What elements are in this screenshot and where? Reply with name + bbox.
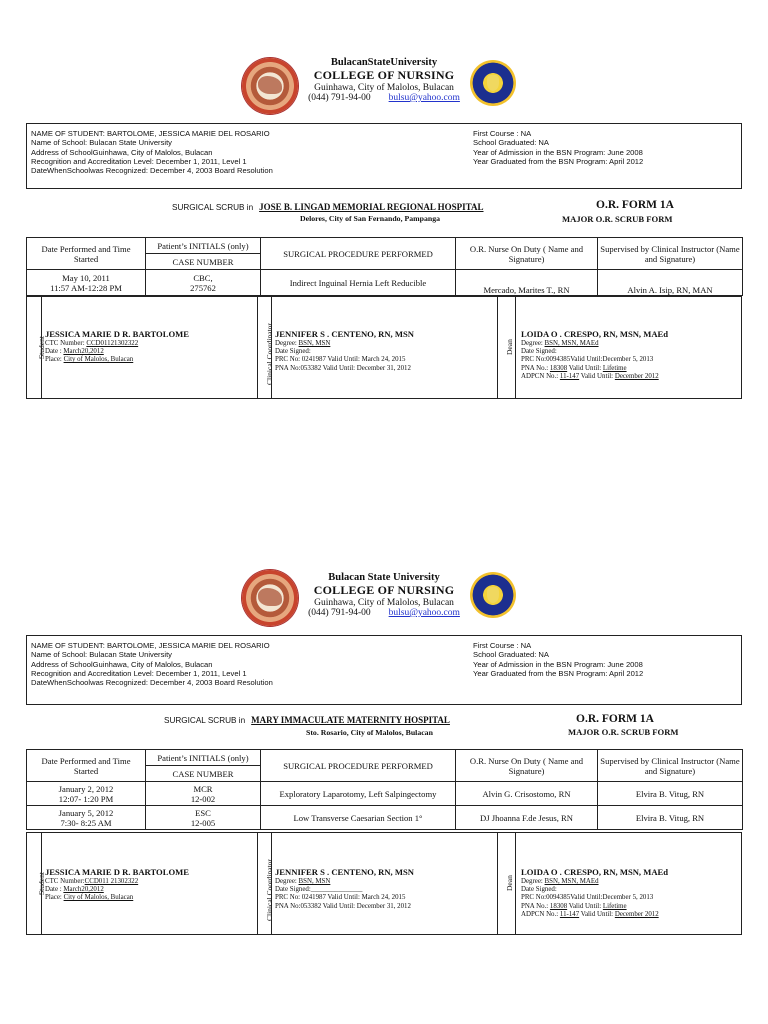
- dean-details: [521, 340, 659, 381]
- coordinator-prc: PRC No: 0241987 Valid Until: March 24, 2015: [275, 894, 406, 902]
- info-line: Recognition and Accreditation Level: December 1, 2011, Level 1: [31, 156, 247, 166]
- row-procedure: Low Transverse Caesarian Section 1°: [261, 806, 456, 830]
- date-signed: Date Signed:: [275, 348, 311, 356]
- ctc-label: CTC Number:: [45, 340, 85, 347]
- student-details: [45, 878, 138, 903]
- pna-label: PNA No.:: [521, 364, 549, 372]
- student-date: March20,2012: [63, 348, 104, 356]
- student-place: City of Malolos, Bulacan: [63, 894, 134, 902]
- adpcn-valid: December 2012: [614, 372, 659, 380]
- row-time: 11:57 AM-12:28 PM: [50, 282, 122, 293]
- row-date: January 5, 2012: [58, 807, 114, 818]
- pna-valid-label: Valid Until:: [568, 364, 602, 372]
- row-date: May 10, 2011: [62, 272, 110, 283]
- row-procedure: Exploratory Laparotomy, Left Salpingectomy: [261, 782, 456, 806]
- student-place: City of Malolos, Bulacan: [63, 356, 134, 364]
- coordinator-label: Clinical Coordinator: [265, 323, 274, 385]
- scrub-label: SURGICAL SCRUB in: [164, 716, 246, 725]
- row-nurse: Mercado, Marites T., RN: [456, 270, 598, 296]
- coordinator-details: [275, 878, 411, 911]
- row-supervisor: Alvin A. Isip, RN, MAN: [598, 270, 743, 296]
- row-time: 12:07- 1:20 PM: [58, 793, 114, 804]
- pna-valid-label: Valid Until:: [568, 902, 602, 910]
- address: Guinhawa, City of Malolos, Bulacan: [314, 83, 454, 93]
- coordinator-label: Clinical Coordinator: [265, 859, 274, 921]
- college-name: COLLEGE OF NURSING: [313, 68, 455, 82]
- date-signed: Date Signed:_______________: [275, 886, 363, 894]
- scrub-form-1: [0, 0, 768, 500]
- adpcn-number: 11-147: [559, 372, 580, 380]
- date-label: Date :: [45, 886, 62, 894]
- degree-label: Degree:: [521, 340, 543, 347]
- info-line: Year Graduated from the BSN Program: April 2012: [473, 156, 644, 166]
- adpcn-label: ADPCN No.:: [521, 372, 559, 380]
- adpcn-number: 11-147: [559, 910, 580, 918]
- dean-label: Dean: [505, 875, 514, 891]
- row-case: 12-002: [190, 793, 216, 804]
- coordinator-degree: BSN, MSN: [298, 340, 331, 347]
- row-case: 275762: [190, 282, 216, 293]
- table-row: [27, 270, 743, 296]
- row-initials: ESC: [195, 807, 211, 818]
- date-signed: Date Signed:: [521, 348, 557, 356]
- student-name: JESSICA MARIE D R. BARTOLOME: [45, 867, 189, 877]
- date-label: Date :: [45, 348, 62, 356]
- info-line: Name of School: Bulacan State University: [31, 650, 172, 660]
- adpcn-valid-label: Valid Until:: [580, 910, 614, 918]
- row-initials: MCR: [193, 783, 213, 794]
- degree-label: Degree:: [275, 340, 297, 347]
- dean-label: Dean: [505, 339, 514, 355]
- adpcn-label: ADPCN No.:: [521, 910, 559, 918]
- header-supervised: Supervised by Clinical Instructor (Name and Signature): [598, 750, 743, 782]
- row-date: January 2, 2012: [58, 783, 114, 794]
- student-label: Student: [37, 336, 46, 359]
- row-procedure: Indirect Inguinal Hernia Left Reducible: [261, 270, 456, 296]
- ctc-label: CTC Number:: [45, 878, 85, 885]
- student-name: JESSICA MARIE D R. BARTOLOME: [45, 329, 189, 339]
- procedure-table: [26, 237, 743, 296]
- header-nurse: O.R. Nurse On Duty ( Name and Signature): [456, 238, 598, 270]
- info-line: First Course : NA: [473, 641, 532, 650]
- email-link[interactable]: bulsu@yahoo.com: [388, 93, 460, 103]
- dean-name: LOIDA O . CRESPO, RN, MSN, MAEd: [521, 867, 669, 877]
- table-row: [27, 806, 743, 830]
- form-title: O.R. FORM 1A: [596, 199, 674, 211]
- info-line: DateWhenSchoolwas Recognized: December 4, 2003 Board Resolution: [31, 678, 273, 688]
- scrub-location-line: [172, 202, 484, 212]
- header-date: Date Performed and Time Started: [27, 238, 146, 270]
- procedure-table: [26, 749, 743, 830]
- row-supervisor: Elvira B. Vitug, RN: [598, 782, 743, 806]
- row-initials: CBC,: [193, 272, 213, 283]
- scrub-location-line: [164, 715, 450, 725]
- degree-label: Degree:: [275, 878, 297, 885]
- info-line: School Graduated: NA: [473, 650, 549, 660]
- table-row: [27, 782, 743, 806]
- dean-degree: BSN, MSN, MAEd: [544, 878, 599, 885]
- coordinator-name: JENNIFER S . CENTENO, RN, MSN: [275, 329, 414, 339]
- ctc-number: CCD011 21302322: [84, 878, 139, 885]
- hospital-name: MARY IMMACULATE MATERNITY HOSPITAL: [251, 715, 450, 725]
- signature-box: [26, 296, 742, 399]
- student-details: [45, 340, 138, 365]
- row-nurse: Alvin G. Crisostomo, RN: [456, 782, 598, 806]
- header-case: CASE NUMBER: [146, 766, 261, 782]
- dean-name: LOIDA O . CRESPO, RN, MSN, MAEd: [521, 329, 669, 339]
- info-line: Year Graduated from the BSN Program: April 2012: [473, 668, 644, 678]
- university-name: BulacanStateUniversity: [330, 57, 438, 68]
- student-date: March20,2012: [63, 886, 104, 894]
- info-line: Name of School: Bulacan State University: [31, 138, 172, 148]
- row-time: 7:30- 8:25 AM: [60, 817, 112, 828]
- signature-box: [26, 832, 742, 935]
- coordinator-prc: PRC No: 0241987 Valid Until: March 24, 2015: [275, 356, 406, 364]
- form-subtitle: MAJOR O.R. SCRUB FORM: [562, 214, 673, 224]
- header-initials: Patient’s INITIALS (only): [146, 750, 261, 766]
- coordinator-pna: PNA No:053382 Valid Until: December 31, 2012: [275, 364, 411, 372]
- info-line: School Graduated: NA: [473, 138, 549, 148]
- coordinator-details: [275, 340, 411, 373]
- header-nurse: O.R. Nurse On Duty ( Name and Signature): [456, 750, 598, 782]
- dean-degree: BSN, MSN, MAEd: [544, 340, 599, 347]
- row-nurse: DJ Jhoanna F.de Jesus, RN: [456, 806, 598, 830]
- phone: (044) 791-94-00: [308, 608, 371, 618]
- ctc-number: CCD01121302322: [86, 340, 139, 347]
- adpcn-valid-label: Valid Until:: [580, 372, 614, 380]
- scrub-label: SURGICAL SCRUB in: [172, 203, 254, 212]
- header: [284, 572, 484, 618]
- college-name: COLLEGE OF NURSING: [313, 583, 455, 597]
- info-line: Year of Admission in the BSN Program: June 2008: [473, 659, 643, 669]
- dean-details: [521, 878, 659, 919]
- pna-label: PNA No.:: [521, 902, 549, 910]
- header-date: Date Performed and Time Started: [27, 750, 146, 782]
- header-supervised: Supervised by Clinical Instructor (Name and Signature): [598, 238, 743, 270]
- student-label: Student: [37, 872, 46, 895]
- pna-valid: Lifetime: [602, 902, 627, 910]
- dean-prc: PRC No:0094385Valid Until:December 5, 2013: [521, 356, 654, 364]
- coordinator-pna: PNA No:053382 Valid Until: December 31, 2012: [275, 902, 411, 910]
- info-line: Recognition and Accreditation Level: December 1, 2011, Level 1: [31, 668, 247, 678]
- student-info-box: [26, 635, 742, 705]
- info-line: NAME OF STUDENT: BARTOLOME, JESSICA MARIE DEL ROSARIO: [31, 641, 270, 650]
- header-procedure: SURGICAL PROCEDURE PERFORMED: [261, 750, 456, 782]
- pna-number: 18308: [549, 902, 568, 910]
- coordinator-name: JENNIFER S . CENTENO, RN, MSN: [275, 867, 414, 877]
- address: Guinhawa, City of Malolos, Bulacan: [314, 598, 454, 608]
- row-case: 12-005: [190, 817, 216, 828]
- place-label: Place:: [45, 894, 62, 902]
- adpcn-valid: December 2012: [614, 910, 659, 918]
- scrub-form-2: [0, 512, 768, 1012]
- header-case: CASE NUMBER: [146, 254, 261, 270]
- hospital-location: Delores, City of San Fernando, Pampanga: [300, 214, 440, 223]
- info-line: Address of SchoolGuinhawa, City of Malolos, Bulacan: [31, 147, 213, 157]
- pna-valid: Lifetime: [602, 364, 627, 372]
- student-info-box: [26, 123, 742, 189]
- header-initials: Patient’s INITIALS (only): [146, 238, 261, 254]
- hospital-name: JOSE B. LINGAD MEMORIAL REGIONAL HOSPITAL: [259, 202, 484, 212]
- date-signed: Date Signed:: [521, 886, 557, 894]
- info-line: DateWhenSchoolwas Recognized: December 4, 2003 Board Resolution: [31, 166, 273, 176]
- info-line: Year of Admission in the BSN Program: June 2008: [473, 147, 643, 157]
- info-line: First Course : NA: [473, 129, 532, 138]
- row-supervisor: Elvira B. Vitug, RN: [598, 806, 743, 830]
- form-subtitle: MAJOR O.R. SCRUB FORM: [568, 727, 679, 737]
- pna-number: 18308: [549, 364, 568, 372]
- header-procedure: SURGICAL PROCEDURE PERFORMED: [261, 238, 456, 270]
- form-title: O.R. FORM 1A: [576, 713, 654, 725]
- phone: (044) 791-94-00: [308, 93, 371, 103]
- email-link[interactable]: bulsu@yahoo.com: [388, 608, 460, 618]
- dean-prc: PRC No:0094385Valid Until:December 5, 2013: [521, 894, 654, 902]
- coordinator-degree: BSN, MSN: [298, 878, 331, 885]
- place-label: Place:: [45, 356, 62, 364]
- hospital-location: Sto. Rosario, City of Malolos, Bulacan: [306, 728, 433, 737]
- university-name: Bulacan State University: [328, 572, 440, 583]
- degree-label: Degree:: [521, 878, 543, 885]
- header: [284, 57, 484, 103]
- info-line: Address of SchoolGuinhawa, City of Malolos, Bulacan: [31, 659, 213, 669]
- info-line: NAME OF STUDENT: BARTOLOME, JESSICA MARIE DEL ROSARIO: [31, 129, 270, 138]
